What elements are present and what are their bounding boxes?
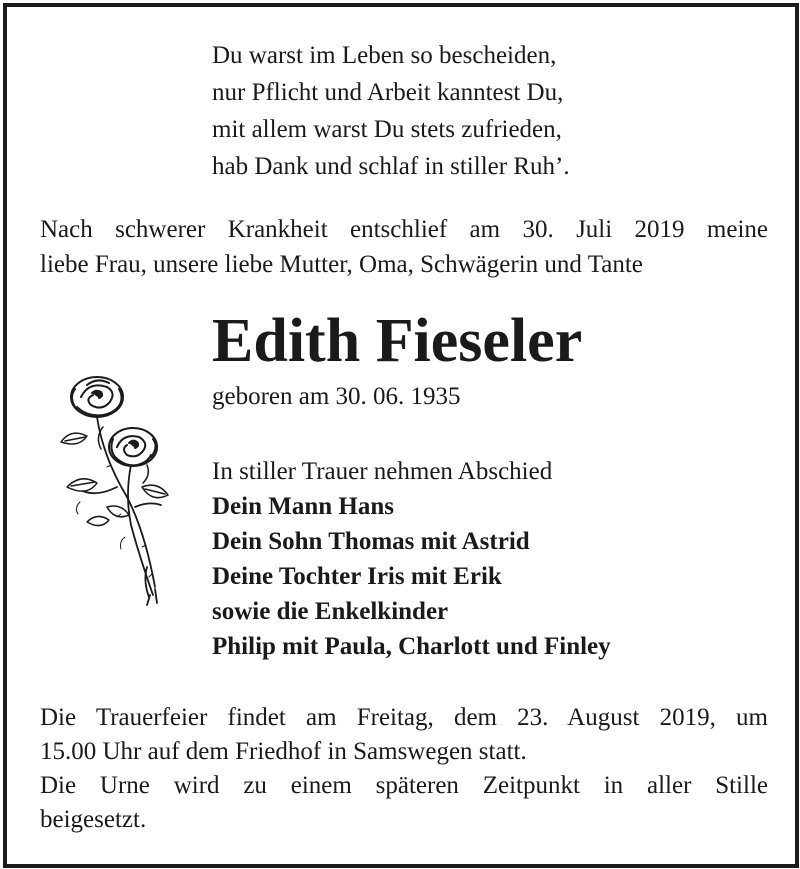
mourner-name: sowie die Enkelkinder	[212, 598, 449, 625]
poem	[212, 37, 570, 185]
announcement	[40, 212, 768, 282]
funeral-line: beigesetzt.	[40, 806, 147, 833]
birth-date: geboren am 30. 06. 1935	[212, 383, 461, 410]
mourners-block	[212, 454, 611, 664]
funeral-line: Die Trauerfeier findet am Freitag, dem 23. August 2019, um	[40, 704, 768, 731]
mourner-name: Deine Tochter Iris mit Erik	[212, 563, 502, 590]
mourner-name: Dein Mann Hans	[212, 493, 394, 520]
poem-line: Du warst im Leben so bescheiden,	[212, 42, 557, 69]
poem-line: nur Pflicht und Arbeit kanntest Du,	[212, 79, 564, 106]
poem-line: hab Dank und schlaf in stiller Ruh’.	[212, 153, 570, 180]
funeral-line: 15.00 Uhr auf dem Friedhof in Samswegen statt.	[40, 738, 527, 765]
announcement-line: liebe Frau, unsere liebe Mutter, Oma, Schwägerin und Tante	[40, 251, 643, 278]
mourner-name: Philip mit Paula, Charlott und Finley	[212, 633, 611, 660]
funeral-line: Die Urne wird zu einem späteren Zeitpunkt in aller Stille	[40, 772, 768, 799]
poem-line: mit allem warst Du stets zufrieden,	[212, 116, 562, 143]
announcement-line: Nach schwerer Krankheit entschlief am 30. Juli 2019 meine	[40, 216, 768, 243]
mourners-heading: In stiller Trauer nehmen Abschied	[212, 458, 553, 485]
mourner-name: Dein Sohn Thomas mit Astrid	[212, 528, 530, 555]
deceased-name: Edith Fieseler	[212, 307, 583, 375]
funeral-details	[40, 701, 768, 837]
obituary-card	[3, 3, 799, 868]
roses-icon	[47, 367, 177, 622]
